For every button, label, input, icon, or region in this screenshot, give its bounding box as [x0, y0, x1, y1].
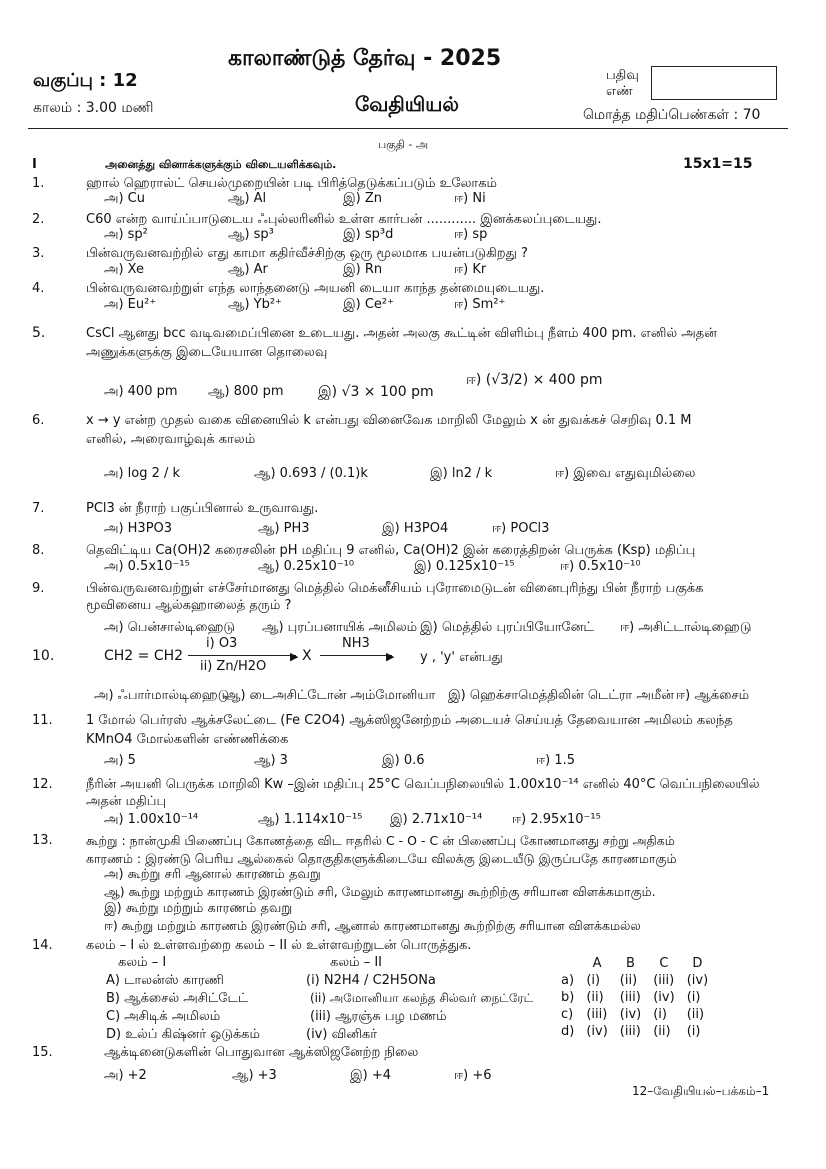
grid-cell: (iv) — [619, 1007, 642, 1022]
grid-cell: (ii) — [586, 990, 604, 1005]
option-c[interactable]: இ) Rn — [343, 262, 383, 277]
grid-cell: (ii) — [619, 973, 638, 988]
option-c[interactable]: இ) 0.6 — [382, 753, 425, 768]
question-number: 12. — [32, 777, 53, 792]
question-text-line2: அணுக்களுக்கு இடையேயான தொலைவு — [86, 345, 328, 360]
header-divider — [28, 128, 788, 129]
question-text: பின்வருவனவற்றுள் எச்சேர்மானது மெத்தில் மெக்னீசியம் புரோமைடுடன் வினைபுரிந்து பின் நீராற் பகுக்க — [86, 581, 704, 596]
grid-cell: a) — [561, 973, 575, 988]
grid-head: D — [692, 956, 703, 971]
option-c[interactable]: இ) H3PO4 — [382, 521, 449, 536]
option-c[interactable]: இ) கூற்று மற்றும் காரணம் தவறு — [104, 901, 293, 916]
grid-cell: (iv) — [686, 973, 709, 988]
question-text-line2: மூவினைய ஆல்கஹாலைத் தரும் ? — [86, 598, 292, 613]
grid-option-row[interactable] — [555, 1006, 714, 1023]
question-number: 8. — [32, 543, 45, 558]
option-c[interactable]: இ) √3 × 100 pm — [318, 384, 434, 400]
option-d[interactable]: ஈ) +6 — [454, 1068, 492, 1083]
question-number: 13. — [32, 833, 53, 848]
class-label: வகுப்பு : 12 — [33, 70, 138, 91]
grid-cell: c) — [561, 1007, 574, 1022]
option-a[interactable]: அ) +2 — [104, 1068, 147, 1083]
grid-head: C — [659, 956, 669, 971]
question-number: 6. — [32, 413, 45, 428]
option-a[interactable]: அ) sp² — [104, 227, 148, 242]
option-b[interactable]: ஆ) கூற்று மற்றும் காரணம் இரண்டும் சரி, மேலும் காரணமானது கூற்றிற்கு சரியான விளக்கமாகும். — [104, 884, 656, 899]
question-text: பின்வருவனவற்றுள் எந்த லாந்தனைடு அயனி டையா காந்த தன்மையுடையது. — [86, 281, 545, 296]
option-a[interactable]: அ) log 2 / k — [104, 466, 181, 481]
question-text-line2: எனில், அரைவாழ்வுக் காலம் — [86, 432, 256, 447]
option-b[interactable]: ஆ) 3 — [254, 753, 288, 768]
option-c[interactable]: இ) 0.125x10⁻¹⁵ — [414, 559, 515, 574]
section-roman: I — [32, 157, 37, 172]
column-1-item: C) அசிடிக் அமிலம் — [106, 1009, 221, 1024]
option-a[interactable]: அ) 1.00x10⁻¹⁴ — [104, 812, 199, 827]
question-text: C60 என்ற வாய்ப்பாடுடைய ஃபுல்லரினில் உள்ள கார்பன் ............ இனக்கலப்புடையது. — [86, 212, 602, 227]
question-number: 1. — [32, 176, 45, 191]
option-a[interactable]: அ) Eu²⁺ — [104, 297, 157, 312]
question-number: 4. — [32, 281, 45, 296]
part-label: பகுதி - அ — [378, 138, 429, 151]
option-a[interactable]: அ) கூற்று சரி ஆனால் காரணம் தவறு — [104, 867, 321, 882]
option-b[interactable]: ஆ) 1.114x10⁻¹⁵ — [258, 812, 363, 827]
reagent-bottom: ii) Zn/H2O — [200, 659, 267, 674]
option-c[interactable]: இ) மெத்தில் புரப்பியோனேட் — [420, 620, 594, 635]
grid-cell: (i) — [653, 1007, 667, 1022]
column-2-item: (iv) வினிகர் — [306, 1027, 378, 1042]
option-d[interactable]: ஈ) ஆக்சைம் — [676, 688, 750, 703]
option-c[interactable]: இ) ln2 / k — [430, 466, 493, 481]
column-2-item: (i) N2H4 / C2H5ONa — [306, 973, 436, 988]
grid-cell: (i) — [586, 973, 601, 988]
option-d[interactable]: ஈ) Kr — [454, 262, 487, 277]
grid-option-row[interactable] — [555, 972, 714, 989]
grid-head: B — [626, 956, 635, 971]
option-d[interactable]: ஈ) 1.5 — [536, 753, 576, 768]
column-2-item: (iii) ஆரஞ்சு பழ மணம் — [310, 1009, 447, 1024]
reg-label-2: எண் — [606, 84, 633, 99]
question-number: 11. — [32, 713, 53, 728]
reactant: CH2 = CH2 — [104, 648, 184, 664]
question-text: ஆக்டினைடுகளின் பொதுவான ஆக்ஸிஜனேற்ற நிலை — [104, 1045, 419, 1060]
grid-cell: (iii) — [619, 990, 641, 1005]
column-1-heading: கலம் – I — [118, 955, 167, 970]
option-b[interactable]: ஆ) PH3 — [258, 521, 310, 536]
column-1-item: D) உல்ப் கிஷ்னர் ஒடுக்கம் — [106, 1027, 260, 1042]
option-b[interactable]: ஆ) Al — [228, 191, 267, 206]
option-a[interactable]: அ) 0.5x10⁻¹⁵ — [104, 559, 190, 574]
grid-cell: b) — [561, 990, 575, 1005]
option-d[interactable]: ஈ) 0.5x10⁻¹⁰ — [560, 559, 641, 574]
grid-head: A — [592, 956, 602, 971]
option-d[interactable]: ஈ) கூற்று மற்றும் காரணம் இரண்டும் சரி, ஆனால் காரணமானது கூற்றிற்கு சரியான விளக்கமல்ல — [104, 918, 641, 933]
option-d[interactable]: ஈ) Ni — [454, 191, 486, 206]
option-b[interactable]: ஆ) புரப்பனாயிக் அமிலம் — [262, 620, 418, 635]
column-2-item: (ii) அமோனியா கலந்த சில்வர் நைட்ரேட் — [310, 991, 534, 1005]
question-text-line2: KMnO4 மோல்களின் எண்ணிக்கை — [86, 732, 289, 747]
column-1-item: B) ஆக்சைல் அசிட்டேட் — [106, 991, 249, 1006]
reagent-2: NH3 — [342, 636, 370, 651]
option-b[interactable]: ஆ) 0.693 / (0.1)k — [254, 466, 368, 481]
option-a[interactable]: அ) பென்சால்டிஹைடு — [104, 620, 236, 635]
question-number: 3. — [32, 246, 45, 261]
option-c[interactable]: இ) 2.71x10⁻¹⁴ — [390, 812, 483, 827]
option-b[interactable]: ஆ) Ar — [228, 262, 268, 277]
question-text: PCl3 ன் நீராற் பகுப்பினால் உருவாவது. — [86, 501, 319, 516]
question-number: 10. — [32, 648, 55, 664]
question-text: 1 மோல் பெர்ரஸ் ஆக்சலேட்டை (Fe C2O4) ஆக்ஸிஜனேற்றம் அடையச் செய்யத் தேவையான அமிலம் கலந்த — [86, 713, 733, 728]
option-c[interactable]: இ) Zn — [343, 191, 382, 206]
question-text: தெவிட்டிய Ca(OH)2 கரைசலின் pH மதிப்பு 9 எனில், Ca(OH)2 இன் கரைத்திறன் பெருக்க (Ksp) மதிப்பு — [86, 543, 696, 558]
question-number: 5. — [32, 325, 46, 341]
time-label: காலம் : 3.00 மணி — [33, 100, 154, 116]
question-number: 9. — [32, 581, 45, 596]
grid-cell: (ii) — [686, 1007, 705, 1022]
grid-cell: (iv) — [653, 990, 675, 1005]
reason-text: காரணம் : இரண்டு பெரிய ஆல்கைல் தொகுதிகளுக்கிடையே விலக்கு இடையீடு இருப்பதே காரணமாகும் — [86, 851, 677, 866]
column-2-heading: கலம் – II — [330, 955, 382, 970]
question-text: x → y என்ற முதல் வகை வினையில் k என்பது வினைவேக மாறிலி மேலும் x ன் துவக்கச் செறிவு 0.1 M — [86, 413, 692, 428]
total-marks: மொத்த மதிப்பெண்கள் : 70 — [583, 107, 761, 123]
grid-cell: (iii) — [619, 1024, 641, 1039]
matching-options-grid — [555, 955, 714, 1040]
option-d[interactable]: ஈ) POCl3 — [492, 521, 550, 536]
reaction-arrow-2 — [320, 655, 392, 656]
section-instruction: அனைத்து வினாக்களுக்கும் விடையளிக்கவும். — [105, 158, 337, 171]
register-number-box[interactable] — [651, 66, 777, 100]
grid-cell: (iii) — [653, 973, 675, 988]
option-d[interactable]: ஈ) (√3/2) × 400 pm — [466, 372, 603, 388]
reaction-arrow — [188, 655, 296, 656]
question-text: பின்வருவனவற்றில் எது காமா கதிர்வீச்சிற்கு ஒரு மூலமாக பயன்படுகிறது ? — [86, 246, 528, 261]
page-footer: 12–வேதியியல்–பக்கம்–1 — [632, 1084, 770, 1098]
option-d[interactable]: ஈ) 2.95x10⁻¹⁵ — [512, 812, 601, 827]
option-d[interactable]: ஈ) sp — [454, 227, 488, 242]
option-a[interactable]: அ) 5 — [104, 753, 136, 768]
question-number: 14. — [32, 938, 53, 953]
grid-cell: (i) — [686, 990, 701, 1005]
question-number: 15. — [32, 1045, 53, 1060]
question-text: ஹால் ஹெரால்ட் செயல்முறையின் படி பிரித்தெடுக்கப்படும் உலோகம் — [86, 176, 497, 191]
option-d[interactable]: ஈ) அசிட்டால்டிஹைடு — [620, 620, 752, 635]
intermediate-x: X — [302, 648, 312, 664]
option-b[interactable]: ஆ) sp³ — [228, 227, 274, 242]
exam-title: காலாண்டுத் தேர்வு - 2025 — [228, 46, 502, 71]
grid-cell: (ii) — [653, 1024, 671, 1039]
grid-cell: (iii) — [586, 1007, 608, 1022]
option-d[interactable]: ஈ) இவை எதுவுமில்லை — [555, 466, 696, 481]
grid-cell: d) — [561, 1024, 575, 1039]
grid-cell: (iv) — [586, 1024, 608, 1039]
grid-option-row[interactable] — [555, 989, 714, 1006]
reagent-top: i) O3 — [206, 636, 238, 651]
option-a[interactable]: அ) ஃபார்மால்டிஹைடு — [94, 688, 230, 703]
option-c[interactable]: இ) Ce²⁺ — [343, 297, 394, 312]
option-c[interactable]: இ) +4 — [350, 1068, 392, 1083]
option-b[interactable]: ஆ) Yb²⁺ — [228, 297, 282, 312]
question-text: கலம் – I ல் உள்ளவற்றை கலம் – II ல் உள்ளவற்றுடன் பொருத்துக. — [86, 938, 472, 953]
product-y: y , 'y' என்பது — [420, 650, 503, 665]
option-d[interactable]: ஈ) Sm²⁺ — [454, 297, 506, 312]
question-text: CsCl ஆனது bcc வடிவமைப்பினை உடையது. அதன் அலகு கூட்டின் விளிம்பு நீளம் 400 pm. எனில் அதன் — [86, 326, 717, 341]
grid-header-row — [555, 955, 714, 972]
question-text-line2: அதன் மதிப்பு — [86, 794, 167, 809]
section-marks: 15x1=15 — [683, 156, 753, 172]
reaction-arrow-2-head: ▶ — [386, 650, 395, 663]
column-1-item: A) டாலன்ஸ் காரணி — [106, 973, 224, 988]
subject-title: வேதியியல் — [355, 92, 460, 116]
reaction-arrow-head: ▶ — [290, 650, 299, 663]
option-a[interactable]: அ) H3PO3 — [104, 521, 173, 536]
option-b[interactable]: ஆ) +3 — [232, 1068, 277, 1083]
option-b[interactable]: ஆ) 0.25x10⁻¹⁰ — [258, 559, 355, 574]
assertion-text: கூற்று : நான்முகி பிணைப்பு கோணத்தை விட ஈதரில் C - O - C ன் பிணைப்பு கோணமானது சற்று அதிகம் — [86, 833, 675, 848]
question-text: நீரின் அயனி பெருக்க மாறிலி Kw –இன் மதிப்பு 25°C வெப்பநிலையில் 1.00x10⁻¹⁴ எனில் 40°C வெப்பநிலையில் — [86, 777, 760, 792]
grid-cell: (i) — [686, 1024, 701, 1039]
option-a[interactable]: அ) Xe — [104, 262, 144, 277]
reg-label-1: பதிவு — [606, 68, 639, 83]
grid-option-row[interactable] — [555, 1023, 714, 1040]
question-number: 2. — [32, 212, 45, 227]
option-c[interactable]: இ) ஹெக்சாமெத்திலின் டெட்ரா அமீன் — [448, 688, 674, 703]
option-a[interactable]: அ) 400 pm — [104, 384, 178, 399]
option-c[interactable]: இ) sp³d — [343, 227, 394, 242]
option-b[interactable]: ஆ) டைஅசிட்டோன் அம்மோனியா — [224, 688, 436, 703]
option-b[interactable]: ஆ) 800 pm — [208, 384, 284, 399]
option-a[interactable]: அ) Cu — [104, 191, 145, 206]
question-number: 7. — [32, 501, 45, 516]
